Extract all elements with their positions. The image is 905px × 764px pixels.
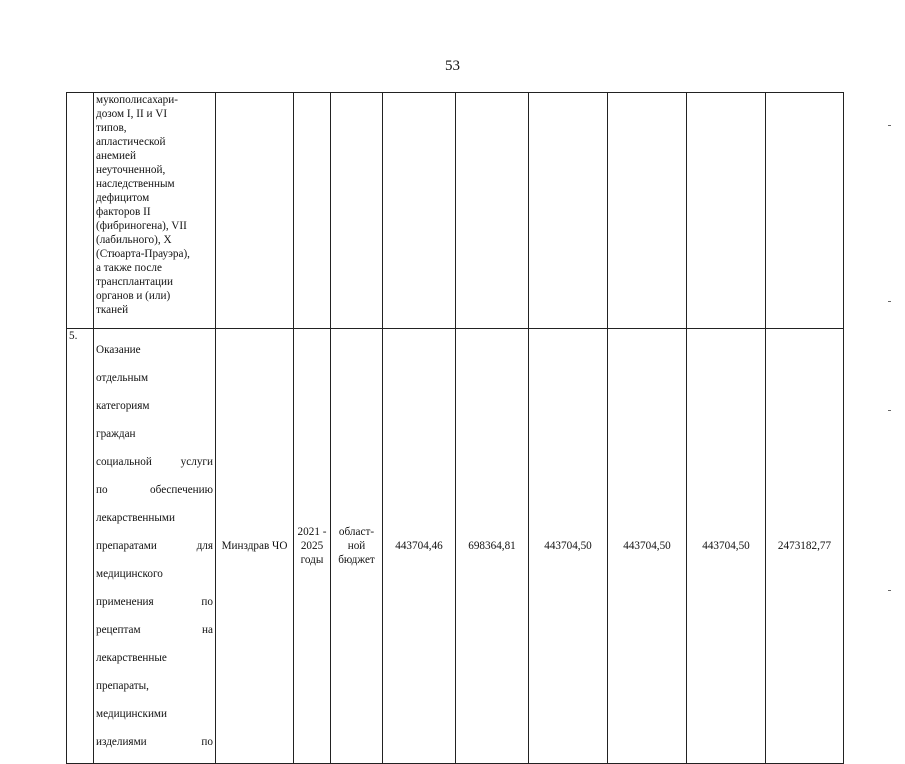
- source-cell: [331, 93, 383, 329]
- measure-line: применения по: [96, 596, 213, 608]
- measure-line: изделиями по: [96, 736, 213, 748]
- value-cell: [529, 93, 608, 329]
- measure-line: препаратами для: [96, 540, 213, 552]
- scan-margin-mark: [888, 590, 891, 591]
- executor-cell: [216, 93, 294, 329]
- value-cell: 443704,46: [383, 329, 456, 764]
- period-cell: [294, 93, 331, 329]
- value-cell: 443704,50: [529, 329, 608, 764]
- value-cell: [383, 93, 456, 329]
- program-table: [66, 92, 844, 764]
- measure-line: Оказание: [96, 344, 141, 356]
- scan-margin-mark: [888, 125, 891, 126]
- period-cell: 2021 - 2025 годы: [294, 329, 331, 764]
- measure-line: отдельным: [96, 372, 149, 384]
- measure-name-cell: мукополисахари- дозом I, II и VI типов, апластической анемией неуточненной, наследственным дефицитом факторов II (фибриногена), VII (лабильного), X (Стюарта-Прауэра), а также после трансплантации органов и (или) тканей: [94, 93, 216, 329]
- value-cell: 698364,81: [456, 329, 529, 764]
- measure-line: рецептам на: [96, 624, 213, 636]
- scan-margin-mark: [888, 301, 891, 302]
- measure-line: лекарственные: [96, 652, 167, 664]
- measure-line: медицинского: [96, 568, 163, 580]
- measure-line: по обеспечению: [96, 484, 213, 496]
- measure-line: медицинскими: [96, 708, 167, 720]
- executor-cell: Минздрав ЧО: [216, 329, 294, 764]
- measure-line: социальной услуги: [96, 456, 213, 468]
- table-row: [67, 329, 844, 764]
- table-row: [67, 93, 844, 329]
- value-cell: 443704,50: [687, 329, 766, 764]
- measure-line: препараты,: [96, 680, 149, 692]
- value-cell: [456, 93, 529, 329]
- measure-name-cell: [94, 329, 216, 764]
- measure-line: лекарственными: [96, 512, 175, 524]
- value-cell: [608, 93, 687, 329]
- source-cell: област-ной бюджет: [331, 329, 383, 764]
- value-cell: 443704,50: [608, 329, 687, 764]
- measure-line: граждан: [96, 428, 136, 440]
- total-cell: [766, 93, 844, 329]
- page-number: 53: [445, 58, 460, 74]
- total-cell: 2473182,77: [766, 329, 844, 764]
- measure-line: категориям: [96, 400, 150, 412]
- row-number-cell: 5.: [67, 329, 94, 764]
- row-number-cell: [67, 93, 94, 329]
- value-cell: [687, 93, 766, 329]
- scan-margin-mark: [888, 410, 891, 411]
